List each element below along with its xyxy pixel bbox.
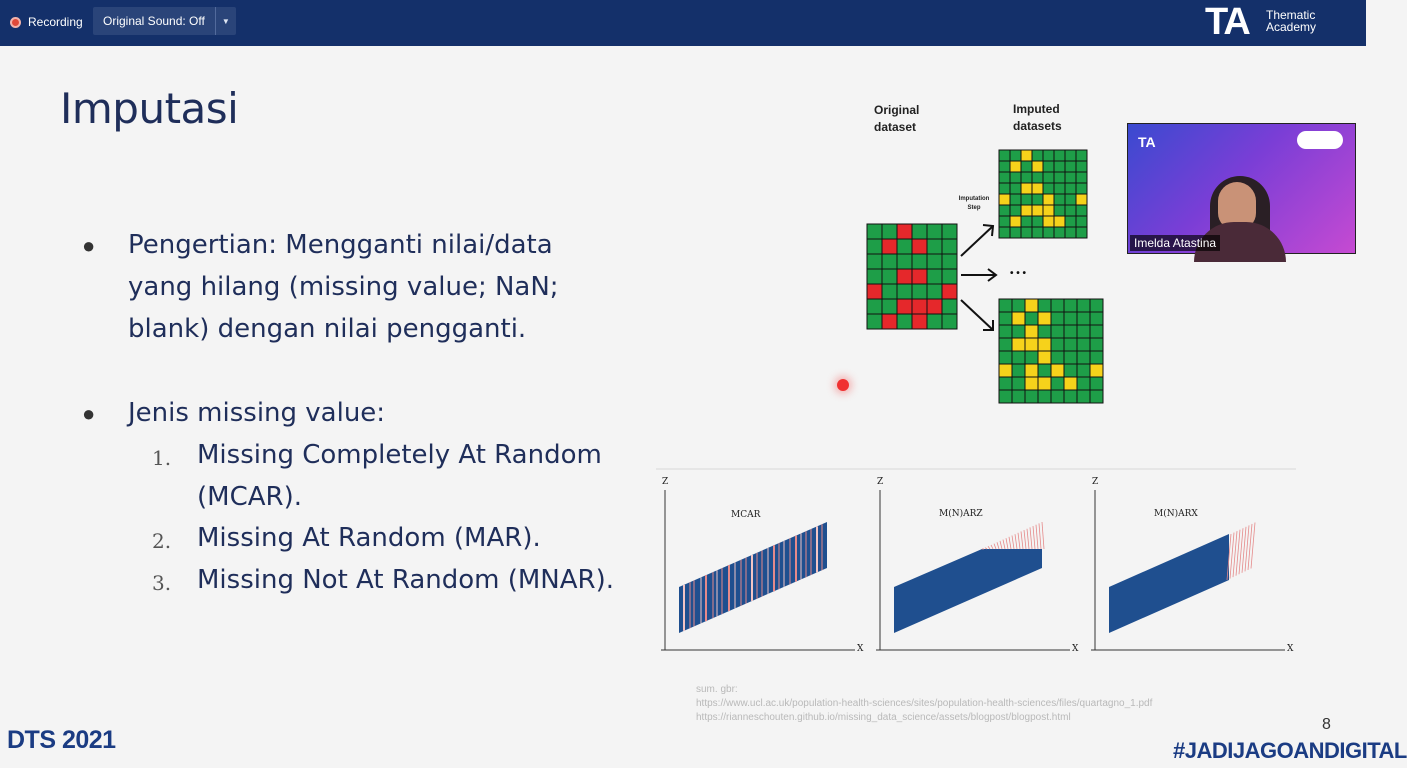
hatch-line (1003, 540, 1005, 549)
caption-line: sum. gbr: (696, 684, 738, 695)
hatch-line (1015, 534, 1017, 549)
hatch-line (991, 545, 993, 549)
slide-title: Imputasi (60, 84, 239, 133)
panel-title: M(N)ARX (1154, 509, 1198, 519)
list-item: Missing Completely At Random (MCAR). (197, 440, 602, 512)
hatch-line (985, 548, 987, 549)
observed-band (894, 549, 1042, 633)
hatch-line (1036, 525, 1038, 549)
axis-x-label: X (1287, 644, 1294, 654)
laser-pointer-icon (837, 379, 849, 391)
page-number: 8 (1322, 716, 1331, 733)
list-number: 3. (152, 571, 172, 595)
hatch-line (1042, 522, 1044, 549)
panel-marx (1091, 477, 1294, 654)
panel-mcar (661, 477, 864, 654)
imputed-label-line2: datasets (1013, 119, 1062, 133)
partner-logo-badge (1297, 131, 1343, 149)
tile-brand: TA (1138, 134, 1156, 150)
axis-x-label: X (1072, 644, 1079, 654)
hatch-line (1033, 526, 1035, 549)
caption-link[interactable]: https://rianneschouten.github.io/missing_data_science/assets/blogpost/blogpost.html (696, 712, 1071, 723)
hatch-line (988, 546, 990, 549)
footer-dts-logo: DTS 2021 (7, 726, 116, 754)
original-label-line2: dataset (874, 120, 917, 134)
axis-x-label: X (857, 644, 864, 654)
hatch-line (1012, 536, 1014, 550)
hatch-line (1030, 527, 1032, 549)
observed-band (1109, 534, 1229, 633)
footer-hashtag: #JADIJAGOANDIGITAL (1173, 738, 1407, 763)
list-number: 1. (152, 446, 172, 470)
hatch-line (1006, 538, 1008, 549)
hatch-line (1000, 541, 1002, 549)
recording-label: Recording (28, 15, 83, 29)
panel-title: M(N)ARZ (939, 509, 983, 519)
axis-z-label: Z (1092, 477, 1099, 487)
ellipsis-label: • • • (1010, 268, 1027, 279)
hatch-line (1027, 529, 1029, 549)
hatch-line (1024, 530, 1026, 549)
hatch-line (1018, 533, 1020, 549)
caption-link[interactable]: https://www.ucl.ac.uk/population-health-sciences/sites/population-health-sciences/files/quartagno_1.pdf (696, 698, 1153, 709)
bullet-dot-icon: ● (82, 233, 96, 258)
axis-z-label: Z (877, 477, 884, 487)
missing-hatch (1227, 522, 1255, 580)
source-caption (696, 683, 1152, 725)
bullet-definition: Pengertian: Mengganti nilai/data yang hilang (missing value; NaN; blank) dengan nilai pengganti. (128, 230, 559, 344)
hatch-line (1039, 523, 1041, 549)
chevron-down-icon[interactable]: ▼ (215, 7, 236, 35)
hatch-line (994, 544, 996, 549)
academy-name-line2: Academy (1266, 20, 1317, 34)
step-label-line1: Imputation (958, 196, 990, 202)
missing-hatch (982, 522, 1044, 549)
axis-z-label: Z (662, 477, 669, 487)
panel-marz (876, 477, 1079, 654)
bullet-types: Jenis missing value: (128, 398, 386, 428)
ta-logo: TA (1205, 1, 1249, 43)
participant-name: Imelda Atastina (1130, 235, 1220, 251)
imputed-label-line1: Imputed (1013, 102, 1060, 116)
participant-video-tile[interactable] (1127, 123, 1356, 254)
list-item: Missing At Random (MAR). (197, 523, 541, 553)
bullet-dot-icon: ● (82, 401, 96, 426)
list-number: 2. (152, 529, 172, 553)
original-label-line1: Original (874, 103, 920, 117)
original-sound-label[interactable]: Original Sound: Off (103, 14, 205, 28)
hatch-line (997, 542, 999, 549)
academy-name-line1: Thematic (1266, 8, 1316, 22)
hatch-line (1009, 537, 1011, 549)
step-label-line2: Step (967, 205, 981, 211)
hatch-line (1021, 531, 1023, 549)
list-item: Missing Not At Random (MNAR). (197, 565, 615, 595)
panel-title: MCAR (731, 510, 761, 520)
